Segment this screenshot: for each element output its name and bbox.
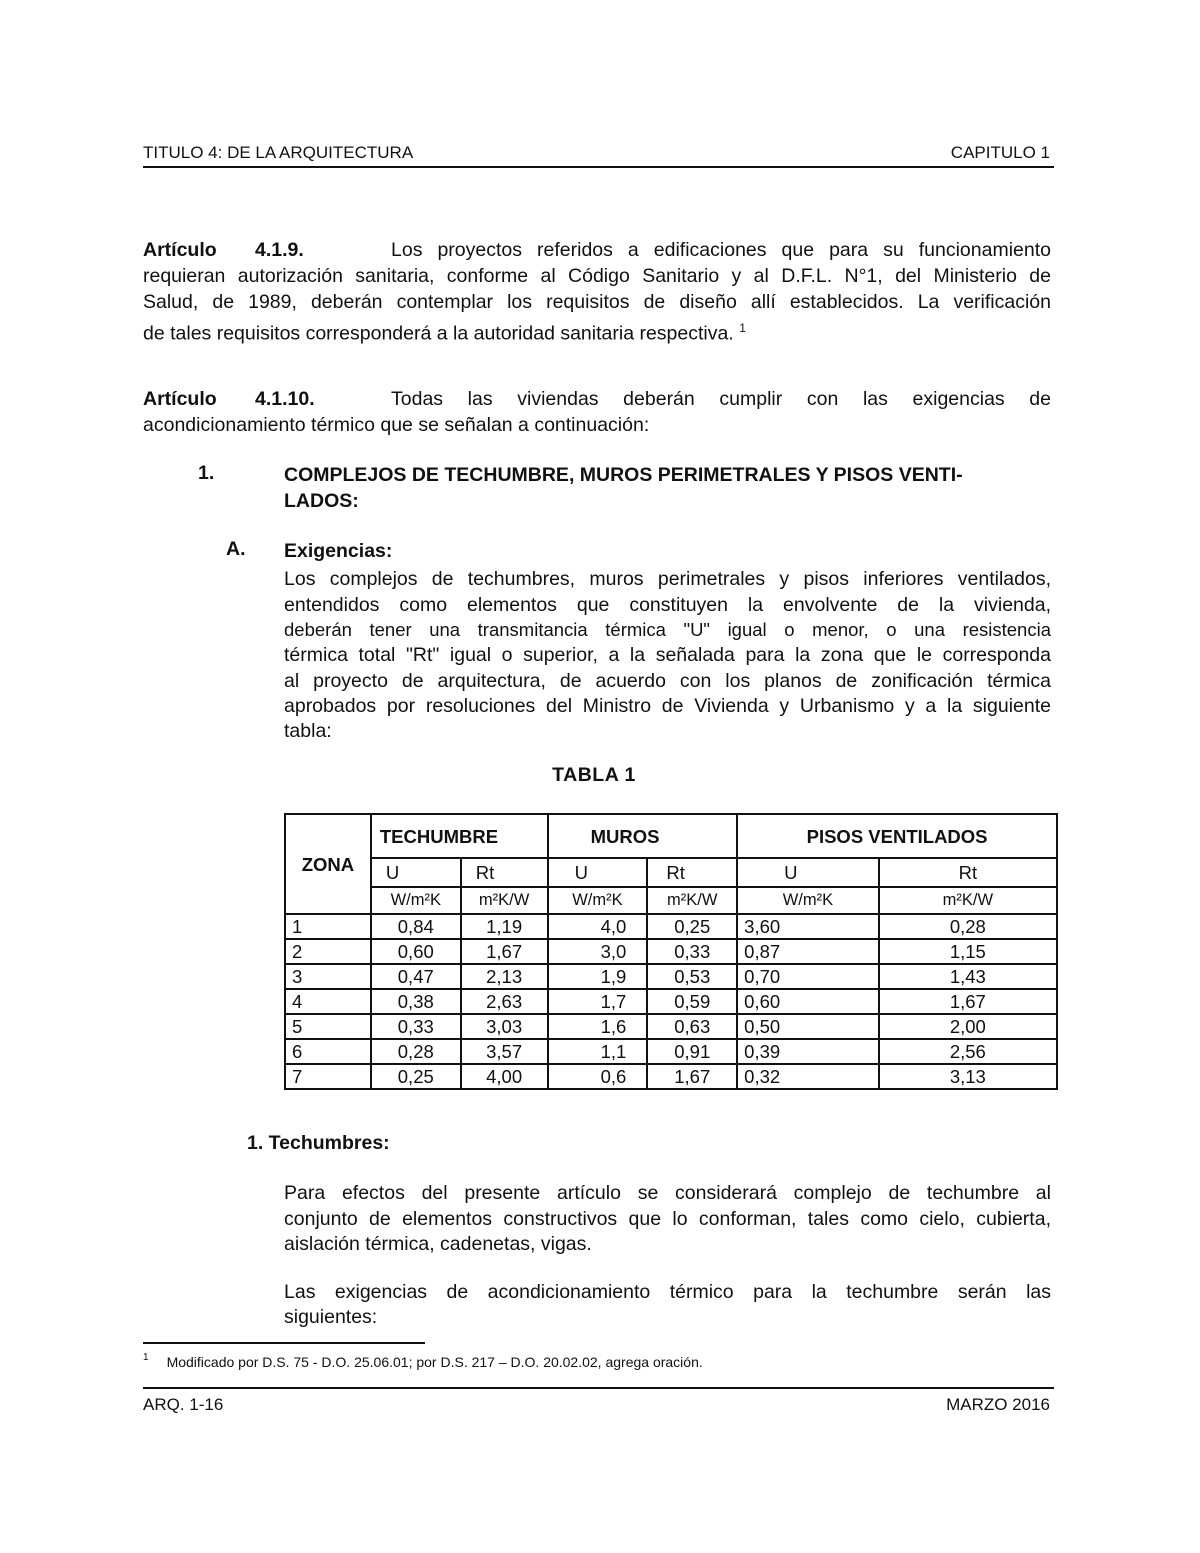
value-cell: 0,63 [647,1014,737,1039]
value-cell: 0,32 [737,1064,879,1089]
value-cell: 2,63 [461,989,548,1014]
article-text-line: Salud, de 1989, deberán contemplar los requisitos de diseño allí establecidos. La verificación [143,291,1051,313]
value-cell: 3,60 [737,914,879,939]
value-cell: 0,38 [371,989,461,1014]
section-text-line: entendidos como elementos que constituyen la envolvente de la vivienda, [284,594,1051,616]
sub-header: Rt [461,858,548,887]
subsection-text-line: Las exigencias de acondicionamiento térmico para la techumbre serán las [284,1281,1051,1303]
footer-page-ref: ARQ. 1-16 [143,1395,224,1414]
footnote-number: 1 [143,1352,149,1363]
article-text-line: acondicionamiento térmico que se señalan a continuación: [143,414,650,436]
group-header: TECHUMBRE [371,814,548,858]
article-text-line: requieran autorización sanitaria, conforme al Código Sanitario y al D.F.L. N°1, del Ministerio de [143,265,1051,287]
table-title: TABLA 1 [552,764,636,786]
section-text-line: al proyecto de arquitectura, de acuerdo con los planos de zonificación térmica [284,670,1051,692]
sub-header: Rt [647,858,737,887]
subsection-text-line: aislación térmica, cadenetas, vigas. [284,1233,592,1255]
value-cell: 1,67 [647,1064,737,1089]
value-cell: 0,50 [737,1014,879,1039]
article-text-line: Todas las viviendas deberán cumplir con las exigencias de [391,388,1051,410]
value-cell: 0,33 [371,1014,461,1039]
value-cell: 1,1 [548,1039,648,1064]
value-cell: 0,33 [647,939,737,964]
table-row [285,1039,1057,1064]
thermal-table [284,813,1058,1090]
section-title-line: COMPLEJOS DE TECHUMBRE, MUROS PERIMETRALES Y PISOS VENTI- [284,464,963,486]
article-number: 4.1.9. [255,239,304,261]
value-cell: 2,56 [879,1039,1057,1064]
zone-cell: 7 [285,1064,371,1089]
zone-cell: 6 [285,1039,371,1064]
value-cell: 0,25 [647,914,737,939]
zone-cell: 2 [285,939,371,964]
value-cell: 1,15 [879,939,1057,964]
value-cell: 1,19 [461,914,548,939]
subsection-title: 1. Techumbres: [247,1132,390,1154]
value-cell: 3,03 [461,1014,548,1039]
zone-cell: 4 [285,989,371,1014]
subsection-text-line: Para efectos del presente artículo se considerará complejo de techumbre al [284,1182,1051,1204]
table-row [285,989,1057,1014]
unit-label: W/m²K [371,887,461,914]
value-cell: 1,67 [461,939,548,964]
footnote-text: Modificado por D.S. 75 - D.O. 25.06.01; por D.S. 217 – D.O. 20.02.02, agrega oración. [166,1354,703,1370]
zona-header: ZONA [285,814,371,914]
table-row [285,964,1057,989]
section-letter: A. [226,538,246,560]
table-row [285,1014,1057,1039]
zone-cell: 5 [285,1014,371,1039]
section-text-line: tabla: [284,720,332,742]
value-cell: 0,25 [371,1064,461,1089]
value-cell: 1,7 [548,989,648,1014]
value-cell: 0,84 [371,914,461,939]
section-text-line: térmica total "Rt" igual o superior, a la señalada para la zona que le corresponda [284,644,1051,666]
footer-date: MARZO 2016 [946,1395,1050,1414]
footnote [143,1354,703,1370]
section-title: Exigencias: [284,540,393,562]
page-header [143,143,1050,165]
header-chapter: CAPITULO 1 [950,143,1050,162]
value-cell: 0,47 [371,964,461,989]
table-group-header-row [285,814,1057,858]
footer-rule [143,1387,1054,1389]
group-header: MUROS [548,814,738,858]
section-text-line: aprobados por resoluciones del Ministro de Vivienda y Urbanismo y a la siguiente [284,695,1051,717]
value-cell: 0,70 [737,964,879,989]
article-number: 4.1.10. [255,388,315,410]
value-cell: 0,6 [548,1064,648,1089]
article-text-line: Los proyectos referidos a edificaciones que para su funcionamiento [391,239,1051,261]
sub-header: U [548,858,648,887]
value-cell: 0,59 [647,989,737,1014]
table-row [285,1064,1057,1089]
value-cell: 3,13 [879,1064,1057,1089]
subsection-text-line: conjunto de elementos constructivos que lo conforman, tales como cielo, cubierta, [284,1208,1051,1230]
table-unit-row [285,887,1057,914]
value-cell: 2,00 [879,1014,1057,1039]
header-rule [143,166,1054,168]
page-footer [143,1395,1050,1417]
value-cell: 0,87 [737,939,879,964]
group-header: PISOS VENTILADOS [737,814,1057,858]
unit-label: m²K/W [879,887,1057,914]
value-cell: 3,57 [461,1039,548,1064]
value-cell: 0,53 [647,964,737,989]
table-row [285,939,1057,964]
value-cell: 2,13 [461,964,548,989]
value-cell: 1,43 [879,964,1057,989]
value-cell: 0,91 [647,1039,737,1064]
value-cell: 1,6 [548,1014,648,1039]
value-cell: 4,00 [461,1064,548,1089]
value-cell: 1,67 [879,989,1057,1014]
unit-label: W/m²K [548,887,648,914]
section-title-line: LADOS: [284,490,359,512]
value-cell: 3,0 [548,939,648,964]
table-sub-header-row [285,858,1057,887]
zone-cell: 3 [285,964,371,989]
article-label: Artículo [143,239,217,261]
section-number: 1. [198,462,215,484]
value-cell: 4,0 [548,914,648,939]
value-cell: 0,28 [371,1039,461,1064]
sub-header: Rt [879,858,1057,887]
table-row [285,914,1057,939]
value-cell: 0,39 [737,1039,879,1064]
zone-cell: 1 [285,914,371,939]
section-text-line: Los complejos de techumbres, muros perimetrales y pisos inferiores ventilados, [284,568,1051,590]
footnote-ref: 1 [739,321,746,335]
header-title: TITULO 4: DE LA ARQUITECTURA [143,143,414,162]
value-cell: 0,60 [371,939,461,964]
unit-label: m²K/W [647,887,737,914]
article-text-line: de tales requisitos corresponderá a la autoridad sanitaria respectiva. $^1$ [143,321,746,345]
article-label: Artículo [143,388,217,410]
subsection-text-line: siguientes: [284,1306,378,1328]
sub-header: U [371,858,461,887]
value-cell: 0,28 [879,914,1057,939]
unit-label: W/m²K [737,887,879,914]
footnote-rule [143,1342,425,1344]
section-text-line: deberán tener una transmitancia térmica "U" igual o menor, o una resistencia [284,619,1051,640]
value-cell: 0,60 [737,989,879,1014]
sub-header: U [737,858,879,887]
unit-label: m²K/W [461,887,548,914]
value-cell: 1,9 [548,964,648,989]
